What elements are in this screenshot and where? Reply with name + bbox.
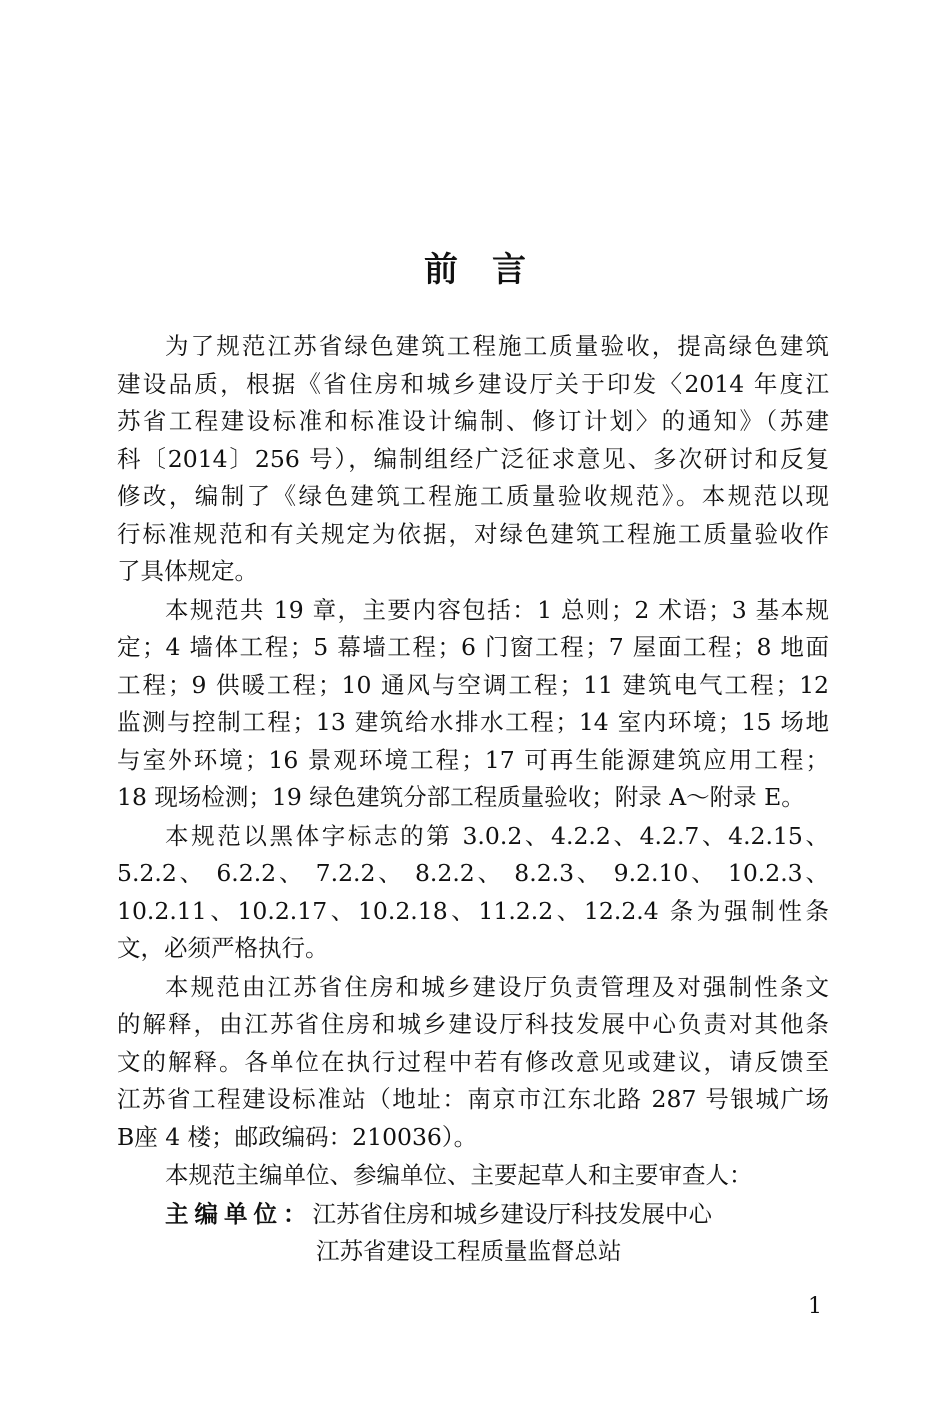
text-line: 10.2.11、10.2.17、10.2.18、11.2.2、12.2.4 条为强制性条 bbox=[117, 896, 829, 925]
page-title: 前言 bbox=[424, 250, 560, 290]
text-line: 工程；9 供暖工程；10 通风与空调工程；11 建筑电气工程；12 bbox=[117, 670, 829, 699]
paragraph-chapters bbox=[117, 592, 829, 817]
chief-editor-block bbox=[117, 1196, 829, 1271]
paragraph-intro bbox=[117, 328, 829, 591]
text-line: 江苏省工程建设标准站（地址：南京市江东北路 287 号银城广场 bbox=[117, 1085, 829, 1113]
page-number: 1 bbox=[808, 1294, 822, 1319]
text-line: 监测与控制工程；13 建筑给水排水工程；14 室内环境；15 场地 bbox=[117, 708, 829, 736]
text-line: 建设品质，根据《省住房和城乡建设厅关于印发〈2014 年度江 bbox=[117, 369, 829, 398]
text-line: 本规范以黑体字标志的第 3.0.2、4.2.2、4.2.7、4.2.15、 bbox=[165, 821, 829, 850]
text-line: B座 4 楼；邮政编码：210036）。 bbox=[117, 1122, 478, 1151]
text-line: 文的解释。各单位在执行过程中若有修改意见或建议，请反馈至 bbox=[117, 1047, 829, 1076]
text-line: 为了规范江苏省绿色建筑工程施工质量验收，提高绿色建筑 bbox=[165, 332, 829, 360]
text-line: 苏省工程建设标准和标准设计编制、修订计划〉的通知》（苏建 bbox=[117, 407, 829, 435]
text-line: 文，必须严格执行。 bbox=[117, 934, 329, 962]
text-line: 5.2.2、 6.2.2、 7.2.2、 8.2.2、 8.2.3、 9.2.10、 10.2.3、 bbox=[117, 859, 829, 887]
text-line: 本规范由江苏省住房和城乡建设厅负责管理及对强制性条文 bbox=[165, 972, 829, 1001]
text-line: 行标准规范和有关规定为依据，对绿色建筑工程施工质量验收作 bbox=[117, 519, 829, 548]
chief-editor-unit: 江苏省建设工程质量监督总站 bbox=[316, 1237, 622, 1265]
text-line: 修改，编制了《绿色建筑工程施工质量验收规范》。本规范以现 bbox=[117, 482, 829, 510]
text-line: 定；4 墙体工程；5 幕墙工程；6 门窗工程；7 屋面工程；8 地面 bbox=[117, 633, 829, 661]
preface-body bbox=[117, 328, 829, 1271]
chief-editor-label: 主编单位： bbox=[165, 1199, 313, 1228]
paragraph-mandatory-clauses bbox=[117, 818, 829, 968]
paragraph-management bbox=[117, 969, 829, 1157]
chief-editor-unit: 江苏省住房和城乡建设厅科技发展中心 bbox=[312, 1199, 712, 1228]
text-line: 本规范主编单位、参编单位、主要起草人和主要审查人： bbox=[165, 1161, 753, 1189]
paragraph-participants-intro bbox=[117, 1157, 829, 1195]
chief-editor-row bbox=[117, 1196, 829, 1234]
text-line: 与室外环境；16 景观环境工程；17 可再生能源建筑应用工程； bbox=[117, 745, 829, 774]
text-line: 的解释，由江苏省住房和城乡建设厅科技发展中心负责对其他条 bbox=[117, 1010, 829, 1038]
text-line: 本规范共 19 章，主要内容包括：1 总则；2 术语；3 基本规 bbox=[165, 595, 829, 624]
text-line: 科〔2014〕256 号），编制组经广泛征求意见、多次研讨和反复 bbox=[117, 444, 829, 473]
text-line: 了具体规定。 bbox=[117, 557, 258, 585]
text-line: 18 现场检测；19 绿色建筑分部工程质量验收；附录 A～附录 E。 bbox=[117, 783, 805, 811]
